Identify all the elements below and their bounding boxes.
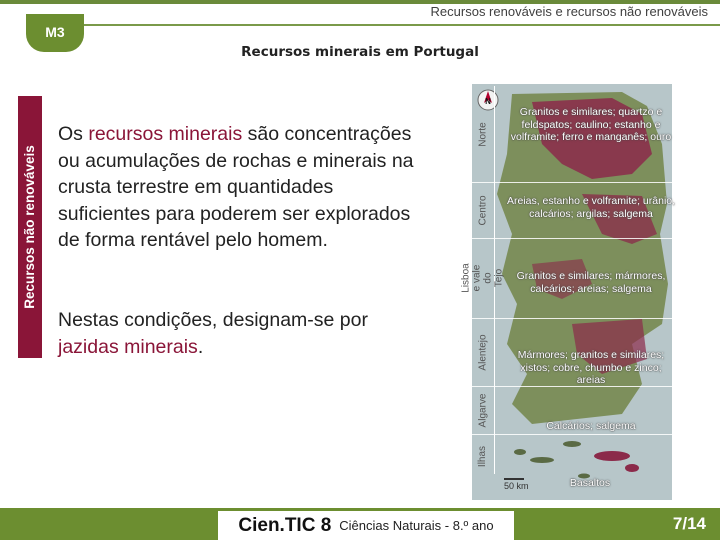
deposits-pre: Nestas condições, designam-se por: [58, 309, 368, 331]
island-2: [530, 457, 554, 463]
definition-post: são concentrações ou acumulações de rochas e minerais na crusta terrestre em quantidades suficientes para poderem ser explorados de forma rentável pelo homem.: [58, 123, 414, 251]
divider-algarve-ilhas: [472, 434, 702, 435]
region-label-alentejo: Alentejo: [477, 333, 489, 371]
island-5: [625, 464, 639, 472]
island-3: [563, 441, 581, 447]
definition-highlight: recursos minerais: [88, 123, 243, 145]
region-desc-ilhas: Basaltos: [569, 477, 611, 489]
region-desc-lisboa: Granitos e similares; mármores, calcários; areias; salgema: [516, 270, 666, 295]
footer-logo: Cien.TIC 8: [238, 514, 332, 536]
region-label-ilhas: Ilhas: [477, 445, 489, 467]
divider-lisboa-alentejo: [472, 318, 702, 319]
deposits-paragraph: [58, 307, 418, 360]
region-desc-norte: Granitos e similares; quartzo e feldspatos; caulino; estanho e volframite; ferro e manganês; ouro: [510, 106, 672, 143]
page-title: Recursos minerais em Portugal: [241, 44, 479, 60]
divider-norte-centro: [472, 182, 702, 183]
footer-brand: [218, 511, 514, 540]
scale-label: 50 km: [504, 481, 529, 491]
region-desc-centro: Areias, estanho e volframite; urânio, calcários; argilas; salgema: [506, 195, 676, 220]
island-1: [514, 449, 526, 455]
divider-centro-lisboa: [472, 238, 702, 239]
region-desc-algarve: Calcários; salgema: [546, 420, 636, 432]
module-tab-label: M3: [45, 24, 65, 40]
region-label-algarve: Algarve: [477, 393, 489, 427]
region-desc-alentejo: Mármores; granitos e similares; xistos; cobre, chumbo e zinco; areias: [517, 349, 665, 386]
definition-paragraph: [58, 121, 418, 254]
deposits-highlight: jazidas minerais: [58, 335, 198, 358]
region-label-lisboa: Lisboa e vale do Tejo: [461, 263, 505, 293]
compass-label: N: [485, 97, 491, 106]
region-label-norte: Norte: [477, 121, 489, 147]
header-title: Recursos renováveis e recursos não renováveis: [430, 4, 708, 19]
scale-bar: [504, 478, 524, 480]
island-4: [594, 451, 630, 461]
definition-pre: Os: [58, 123, 89, 145]
deposits-post: .: [197, 335, 204, 358]
side-bar-label: Recursos não renováveis: [22, 145, 37, 309]
header-underline: [60, 24, 720, 26]
region-label-centro: Centro: [477, 194, 489, 226]
page-number: 7/14: [672, 514, 706, 533]
footer-subtitle: Ciências Naturais - 8.º ano: [339, 518, 494, 533]
